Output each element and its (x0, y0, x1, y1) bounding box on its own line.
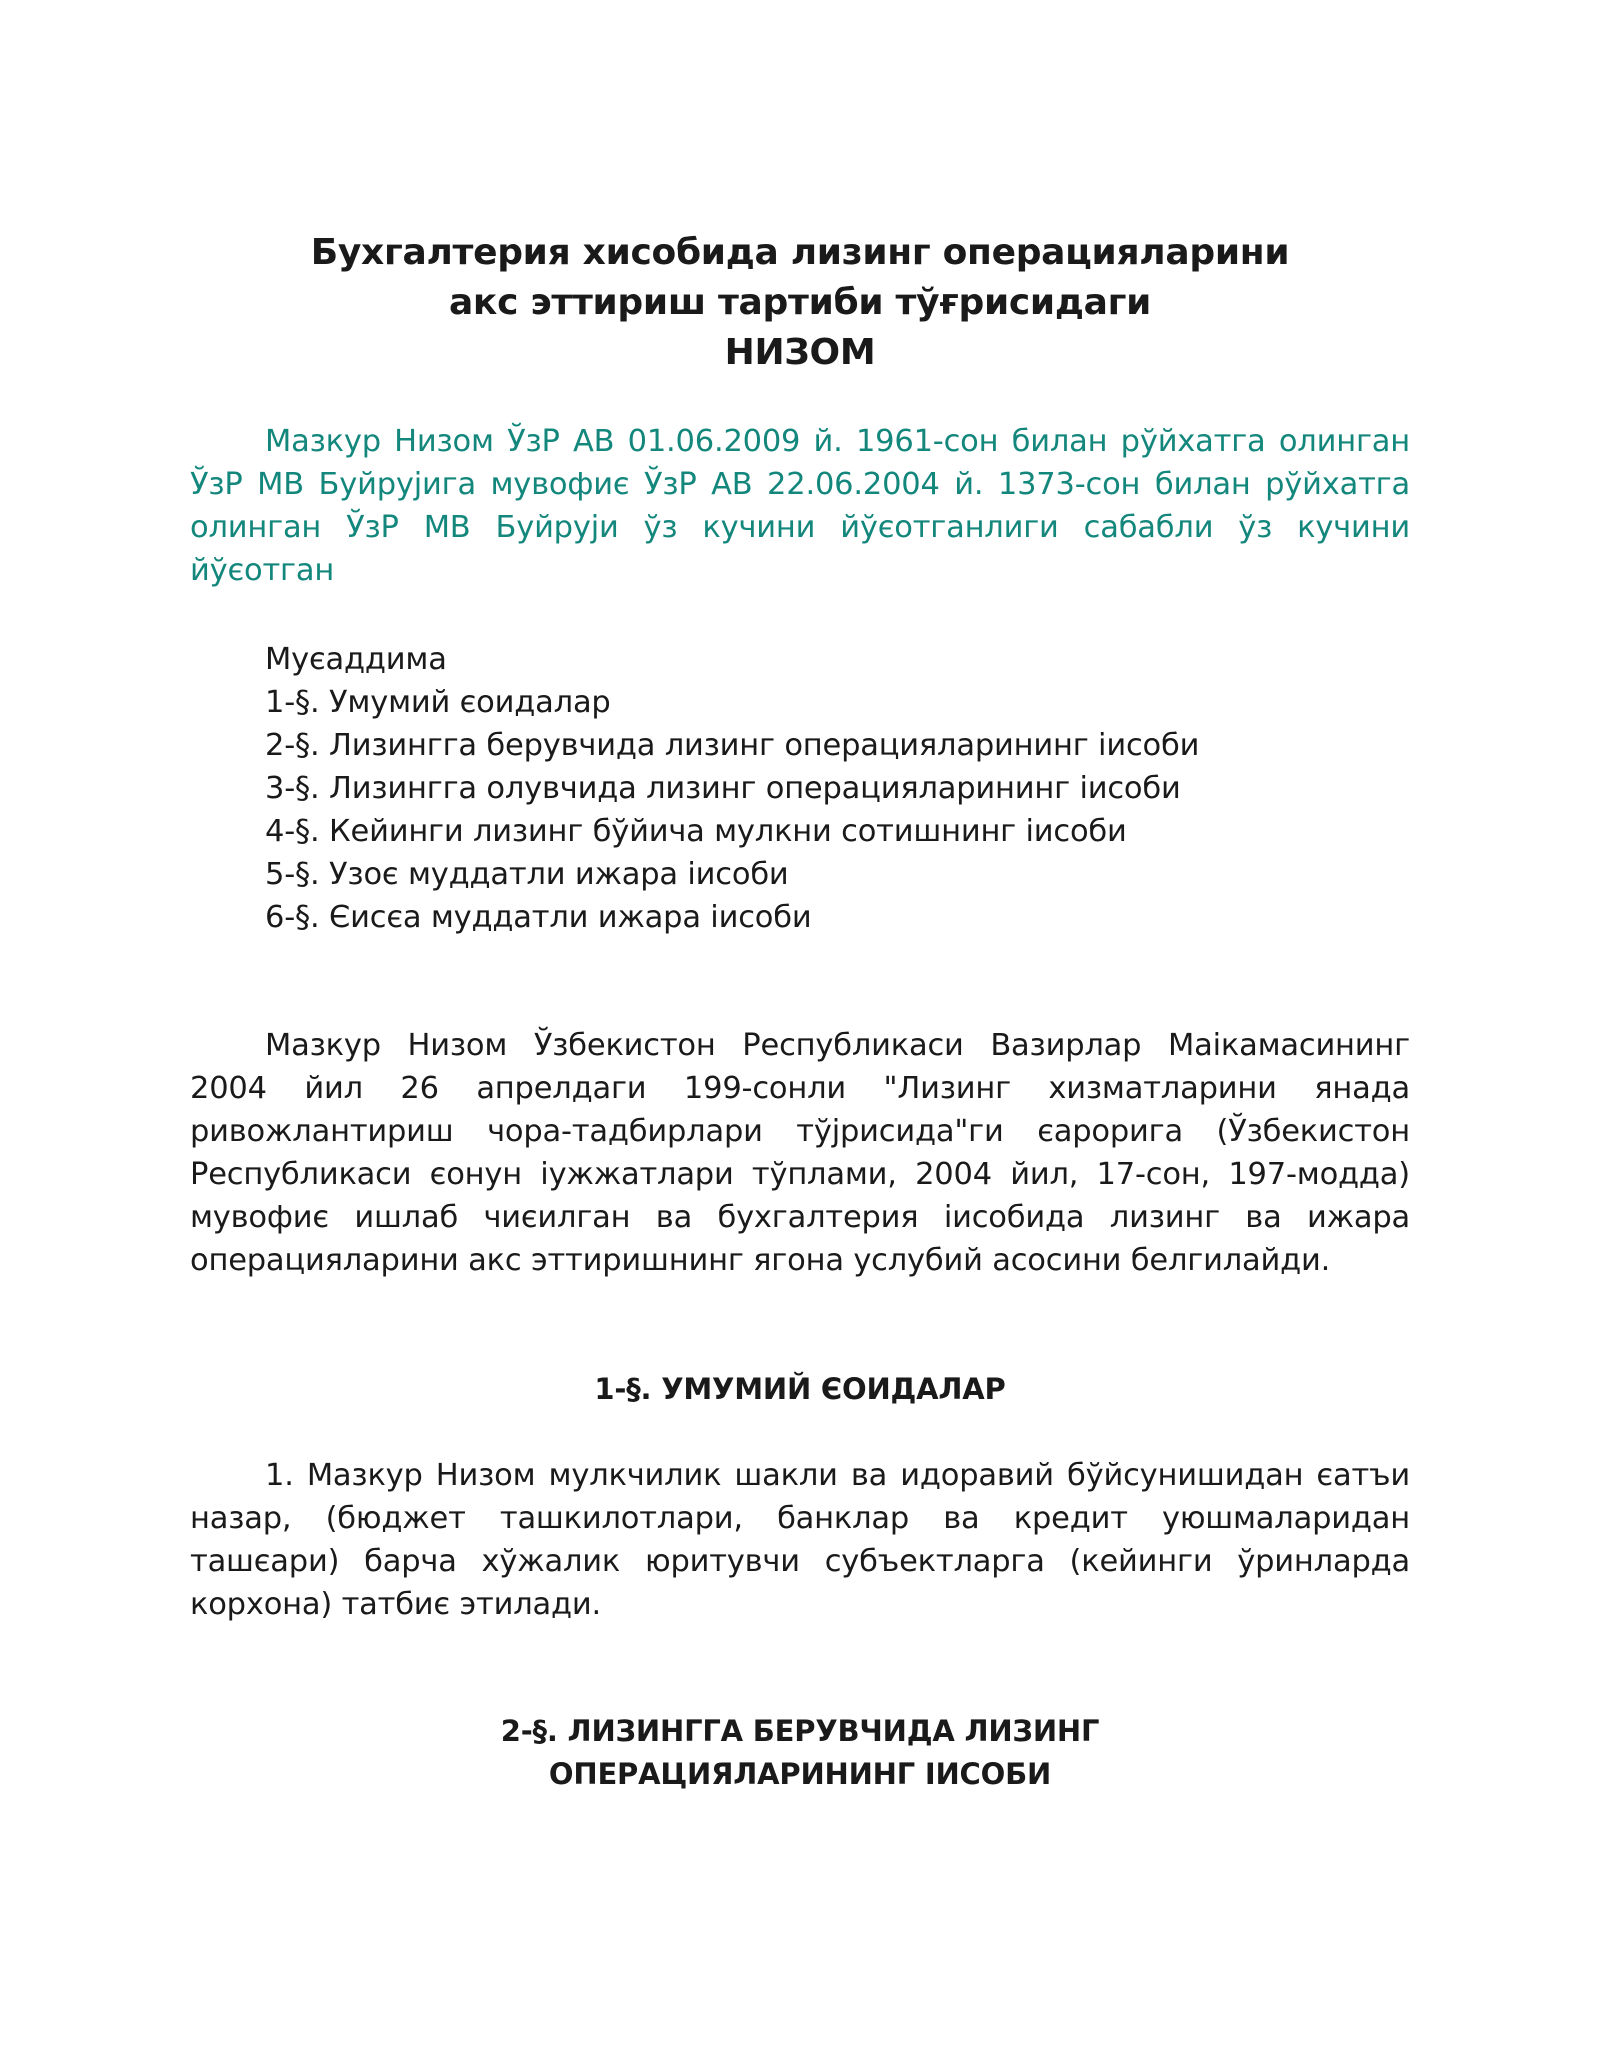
toc-item-preamble: Муєаддима (265, 642, 447, 677)
toc-item-section-1: 1-§. Умумий єоидалар (265, 685, 611, 720)
title-line-1: Бухгалтерия хисобида лизинг операцияларини (310, 232, 1290, 273)
section-1-paragraph: 1. Мазкур Низом мулкчилик шакли ва идоравий бўйсунишидан єатъи назар, (бюджет ташкилотлари, банклар ва кредит уюшмаларидан ташєари) барча хўжалик юритувчи субъектларга (кейинги ўринларда корхона) татбиє этилади. (190, 1458, 1410, 1622)
section-2-heading-line-1: 2-§. ЛИЗИНГГА БЕРУВЧИДА ЛИЗИНГ (500, 1714, 1100, 1748)
title-line-2: акс эттириш тартиби тўғрисидаги (448, 282, 1152, 323)
toc-item-section-4: 4-§. Кейинги лизинг бўйича мулкни сотишнинг іисоби (265, 814, 1127, 849)
toc-item-section-6: 6-§. Єисєа муддатли ижара іисоби (265, 900, 812, 935)
section-1-heading: 1-§. УМУМИЙ ЄОИДАЛАР (594, 1372, 1006, 1406)
section-2-heading (190, 1710, 1410, 1796)
toc-item-section-5: 5-§. Узоє муддатли ижара іисоби (265, 857, 789, 892)
document-title (190, 228, 1410, 378)
title-line-3: НИЗОМ (724, 332, 876, 373)
table-of-contents (265, 638, 1199, 939)
section-2-heading-line-2: ОПЕРАЦИЯЛАРИНИНГ ІИСОБИ (548, 1757, 1052, 1791)
intro-paragraph: Мазкур Низом Ўзбекистон Республикаси Вазирлар Маікамасининг 2004 йил 26 апрелдаги 199-сонли "Лизинг хизматларини янада ривожлантириш чора-тадбирлари тўјрисида"ги єарорига (Ўзбекистон Республикаси єонун іужжатлари тўплами, 2004 йил, 17-сон, 197-модда) мувофиє ишлаб чиєилган ва бухгалтерия іисобида лизинг ва ижара операцияларини акс эттиришнинг ягона услубий асосини белгилайди. (190, 1028, 1410, 1278)
toc-item-section-2: 2-§. Лизингга берувчида лизинг операцияларининг іисоби (265, 728, 1200, 763)
toc-item-section-3: 3-§. Лизингга олувчида лизинг операцияларининг іисоби (265, 771, 1181, 806)
status-note: Мазкур Низом ЎзР АВ 01.06.2009 й. 1961-сон билан рўйхатга олинган ЎзР МВ Буйрујига мувофиє ЎзР АВ 22.06.2004 й. 1373-сон билан рўйхатга олинган ЎзР МВ Буйруји ўз кучини йўєотганлиги сабабли ўз кучини йўєотган (190, 424, 1410, 588)
